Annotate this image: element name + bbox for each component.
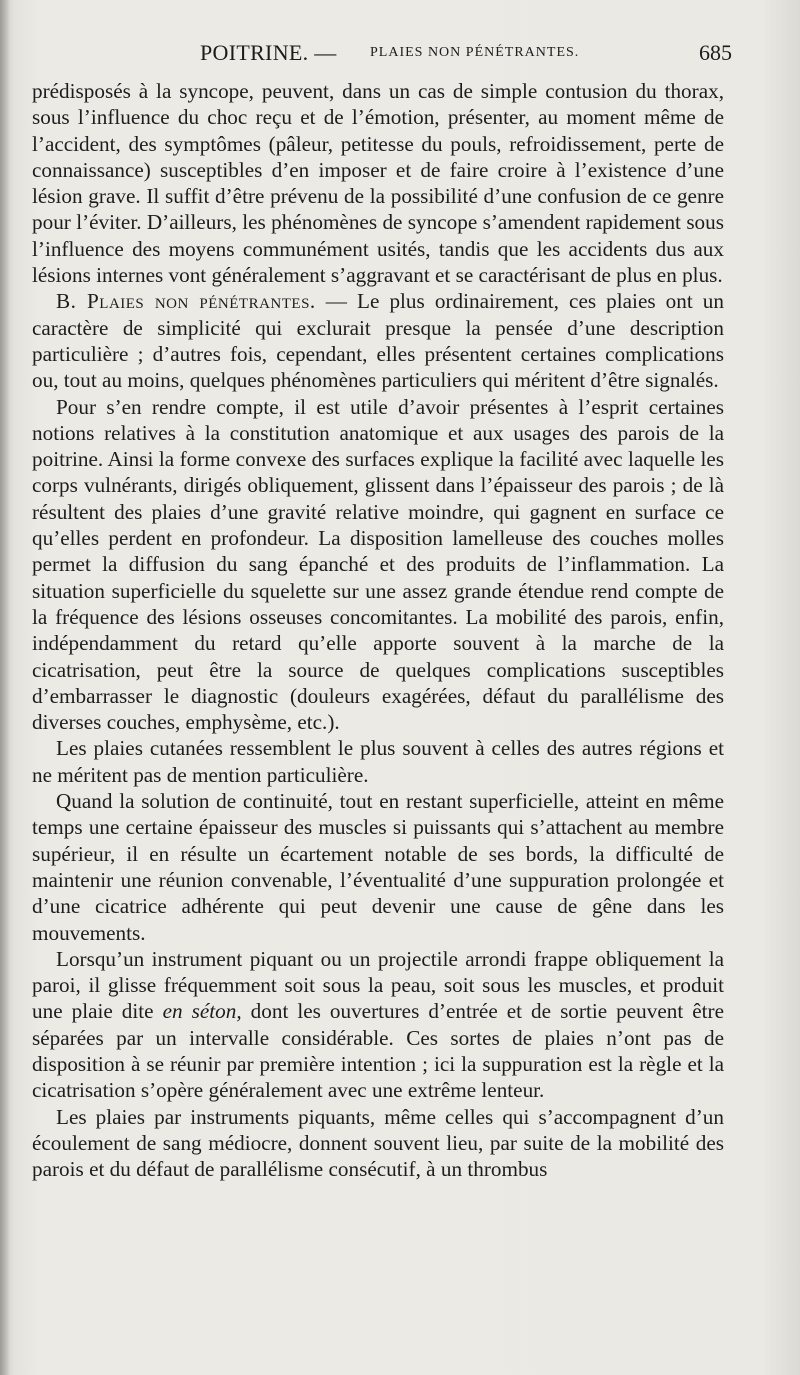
paragraph-6-before: Lorsqu’un instrument piquant ou un projectile arrondi frappe obliquement la paroi, il glisse fréquemment soit sous la peau, soit sous les muscles, et produit une plaie dite — [32, 946, 724, 1024]
paragraph-6-italic: en séton, — [162, 999, 242, 1024]
binding-shadow — [0, 0, 10, 1375]
paragraph-7: Les plaies par instruments piquants, même celles qui s’accompagnent d’un écoulement de sang médiocre, donnent souvent lieu, par suite de la mobilité des parois et du défaut de parallélisme consécutif, à un thrombus — [32, 1104, 724, 1182]
body-text — [32, 78, 724, 1182]
paragraph-4: Les plaies cutanées ressemblent le plus souvent à celles des autres régions et ne méritent pas de mention particulière. — [32, 736, 724, 787]
paragraph-2-text: — Le plus ordinairement, ces plaies ont un caractère de simplicité qui exclurait presque la pensée d’une description particulière ; d’autres fois, cependant, elles présentent certaines complications ou, tout au moins, quelques phénomènes particuliers qui méritent d’être signalés. — [32, 289, 724, 393]
paragraph-1: prédisposés à la syncope, peuvent, dans un cas de simple contusion du thorax, sous l’influence du choc reçu et de l’émotion, présenter, au moment même de l’accident, des symptômes (pâleur, petitesse du pouls, refroidissement, perte de connaissance) susceptibles d’en imposer et de faire croire à l’existence d’une lésion grave. Il suffit d’être prévenu de la possibilité d’une confusion de ce genre pour l’éviter. D’ailleurs, les phénomènes de syncope s’amendent rapidement sous l’influence des moyens communément usités, tandis que les accidents dus aux lésions internes vont généralement s’aggravant et se caractérisant de plus en plus. — [32, 79, 724, 288]
paragraph-6 — [32, 946, 724, 1104]
paragraph-5: Quand la solution de continuité, tout en restant superficielle, atteint en même temps une certaine épaisseur des muscles si puissants qui s’attachent au membre supérieur, il en résulte un écartement notable de ses bords, la difficulté de maintenir une réunion convenable, l’éventualité d’une suppuration prolongée et d’une cicatrice adhérente qui peut devenir une cause de gêne dans les mouvements. — [32, 789, 724, 945]
paragraph-2 — [32, 288, 724, 393]
page-number: 685 — [699, 40, 732, 65]
running-header — [30, 40, 730, 74]
section-heading: B. Plaies non pénétrantes. — [56, 289, 316, 314]
header-subtitle: PLAIES NON PÉNÉTRANTES. — [370, 45, 580, 60]
paragraph-6-after: dont les ouvertures d’entrée et de sortie peuvent être séparées par un intervalle considérable. Ces sortes de plaies n’ont pas de disposition à se réunir par première intention ; ici la suppuration est la règle et la cicatrisation s’opère généralement avec une extrême lenteur. — [32, 999, 724, 1103]
paragraph-3: Pour s’en rendre compte, il est utile d’avoir présentes à l’esprit certaines notions relatives à la constitution anatomique et aux usages des parois de la poitrine. Ainsi la forme convexe des surfaces explique la facilité avec laquelle les corps vulnérants, dirigés obliquement, glissent dans l’épaisseur des parois ; de là résultent des plaies d’une gravité relative moindre, qui gagnent en surface ce qu’elles perdent en profondeur. La disposition lamelleuse des couches molles permet la diffusion du sang épanché et des produits de l’inflammation. La situation superficielle du squelette sur une assez grande étendue rend compte de la fréquence des lésions osseuses concomitantes. La mobilité des parois, enfin, indépendamment du retard qu’elle apporte souvent à la marche de la cicatrisation, peut être la source de quelques complications susceptibles d’embarrasser le diagnostic (douleurs exagérées, défaut du parallélisme des diverses couches, emphysème, etc.). — [32, 394, 724, 735]
header-title: POITRINE. — — [200, 40, 337, 65]
